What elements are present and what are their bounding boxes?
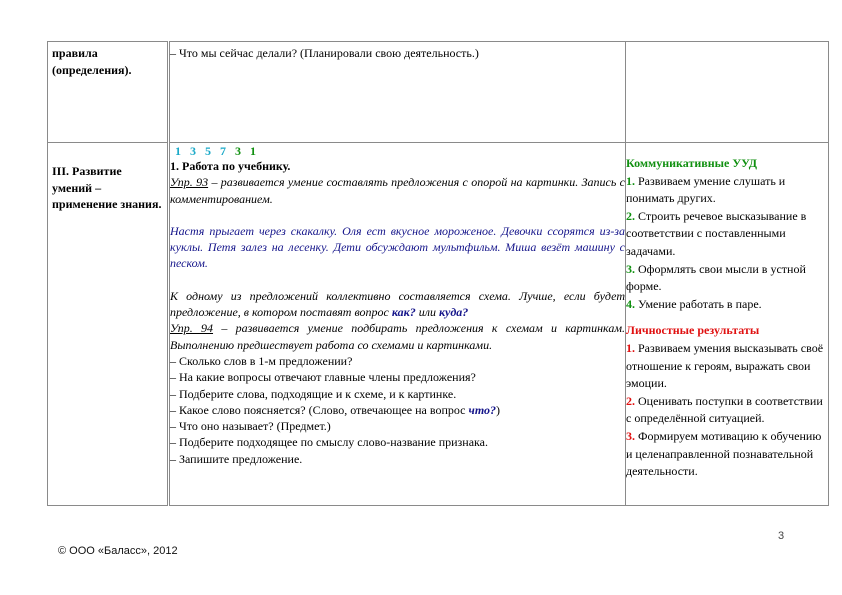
- table-row: [48, 143, 829, 506]
- code: 1: [250, 144, 259, 158]
- result-number: 3.: [626, 428, 635, 443]
- result-text: Формируем мотивацию к обучению и целенаправленной познавательной деятельности.: [626, 428, 822, 479]
- code: 1: [175, 144, 184, 158]
- code: 5: [205, 144, 214, 158]
- uud-number: 3.: [626, 261, 635, 276]
- result-number: 1.: [626, 340, 635, 355]
- uud-item: [626, 296, 828, 314]
- question-word: что?: [468, 402, 496, 417]
- question-post: ): [496, 402, 500, 417]
- uud-number: 1.: [626, 173, 635, 188]
- uud-item: [626, 173, 828, 208]
- activity-cell: [169, 143, 626, 506]
- question-pre: – Какое слово поясняется? (Слово, отвечающее на вопрос: [170, 402, 469, 417]
- code: 7: [220, 144, 229, 158]
- question-line: – На какие вопросы отвечают главные члены предложения?: [170, 370, 476, 385]
- activity-text: – Что мы сейчас делали? (Планировали свою деятельность.): [170, 46, 479, 60]
- exercise-description: – развивается умение подбирать предложения к схемам и картинкам. Выполнению предшествует работа со схемами и картинками.: [170, 321, 625, 352]
- uud-cell: [626, 42, 829, 143]
- result-number: 2.: [626, 393, 635, 408]
- scheme-text: К одному из предложений коллективно составляется схема. Лучше, если будет предложение, в котором поставят вопрос: [170, 288, 625, 320]
- exercise-94: [170, 320, 625, 353]
- uud-number: 2.: [626, 208, 635, 223]
- uud-cell: [626, 143, 829, 506]
- personal-results-title: Личностные результаты: [626, 323, 760, 338]
- question-word: куда?: [438, 305, 469, 320]
- question-line: [170, 402, 625, 418]
- question-line: – Сколько слов в 1-м предложении?: [170, 353, 353, 368]
- section-title: III. Развитие умений – применение знания.: [52, 164, 162, 211]
- page-number: 3: [778, 530, 785, 542]
- result-text: Развиваем умения высказывать своё отношение к героям, выражать свои эмоции.: [626, 340, 824, 391]
- uud-text: Умение работать в паре.: [635, 296, 762, 311]
- scheme-or: или: [415, 305, 439, 320]
- section-cell: [48, 42, 169, 143]
- question-line: – Что оно называет? (Предмет.): [170, 419, 331, 434]
- code: 3: [190, 144, 199, 158]
- scheme-note: [170, 288, 625, 321]
- result-item: [626, 428, 828, 481]
- section-title: правила (определения).: [52, 46, 132, 77]
- code: 3: [235, 144, 244, 158]
- activity-cell: [169, 42, 626, 143]
- exercise-label: Упр. 93: [170, 175, 209, 190]
- example-sentences: Настя прыгает через скакалку. Оля ест вкусное мороженое. Девочки ссорятся из-за куклы. Петя залез на лесенку. Дети обсуждают мультфильм. Миша везёт машину с песком.: [170, 223, 625, 271]
- question-line: – Подберите подходящее по смыслу слово-название признака.: [170, 435, 488, 450]
- uud-text: Строить речевое высказывание в соответствии с поставленными задачами.: [626, 208, 807, 258]
- copyright-footer: © ООО «Баласс», 2012: [58, 545, 178, 557]
- task-title: 1. Работа по учебнику.: [170, 159, 291, 173]
- uud-text: Оформлять свои мысли в устной форме.: [626, 261, 806, 294]
- uud-number: 4.: [626, 296, 635, 311]
- result-text: Оценивать поступки в соответствии с определённой ситуацией.: [626, 393, 823, 426]
- communicative-uud-title: Коммуникативные УУД: [626, 156, 758, 170]
- question-line: – Подберите слова, подходящие и к схеме, и к картинке.: [170, 386, 457, 401]
- section-cell: [48, 143, 169, 506]
- result-item: [626, 393, 828, 428]
- question-word: как?: [391, 305, 416, 320]
- result-item: [626, 340, 828, 393]
- exercise-93: [170, 174, 625, 207]
- table-row: [48, 42, 829, 143]
- uud-text: Развиваем умение слушать и понимать других.: [626, 173, 786, 206]
- exercise-description: – развивается умение составлять предложения с опорой на картинки. Запись с комментированием.: [170, 175, 625, 206]
- uud-item: [626, 208, 828, 261]
- uud-item: [626, 261, 828, 296]
- lesson-table: [47, 41, 829, 506]
- question-line: – Запишите предложение.: [170, 451, 303, 466]
- exercise-label: Упр. 94: [170, 321, 214, 336]
- competency-codes: [170, 143, 625, 158]
